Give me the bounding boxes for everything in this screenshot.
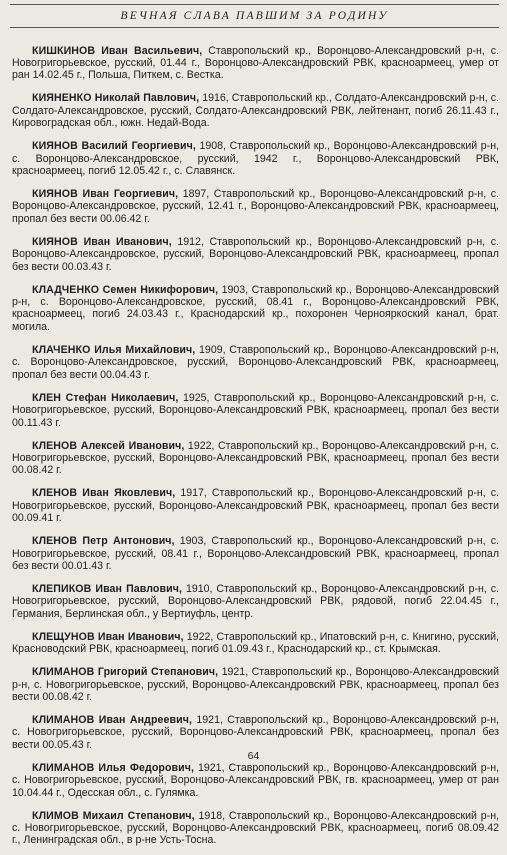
- entry-name: КИЯНОВ Василий Георгиевич,: [32, 140, 196, 153]
- entry-name: КЛЕНОВ Алексей Иванович,: [32, 439, 185, 452]
- entry-text: 1917, Ставропольский кр., Воронцово-Александровский р-н, с. Новогригорьевское, русский, Воронцово-Александровский РВК, красноармеец, пропал без вести 00.09.41 г.: [12, 487, 500, 525]
- entry-name: КЛЕН Стефан Николаевич,: [32, 391, 179, 404]
- list-item: [12, 762, 499, 799]
- entry-name: КИЯНЕНКО Николай Павлович,: [32, 92, 200, 105]
- entries-list: [12, 34, 499, 855]
- entry-text: 1903, Ставропольский кр., Воронцово-Александровский р-н, с. Воронцово-Александровское, русский, 08.41 г., Воронцово-Александровский РВК, красноармеец, погиб 24.03.43 г., Краснодарский кр., похоронен Чернояркоский канал, брат. могила.: [12, 283, 499, 333]
- entry-text: 1921, Ставропольский кр., Воронцово-Александровский р-н, с. Новогригорьевское, русский, Воронцово-Александровский РВК, гв. красноармеец, умер от ран 10.04.44 г., Одесская обл., с. Гулямка.: [12, 761, 500, 799]
- entry-text: 1912, Ставропольский кр., Воронцово-Александровский р-н, с. Воронцово-Александровское, русский, Воронцово-Александровский РВК, красноармеец, пропал без вести 00.03.43 г.: [12, 235, 499, 273]
- entry-name: КЛИМАНОВ Григорий Степанович,: [32, 666, 219, 679]
- entry-text: Ставропольский кр., Воронцово-Александровский р-н, с. Новогригорьевское, русский, 01.44 г., Воронцово-Александровский РВК, красноармеец, умер от ран 14.02.45 г., Польша, Питкем, с. Вестка.: [12, 44, 499, 82]
- list-item: [12, 392, 499, 429]
- entry-name: КЛЕПИКОВ Иван Павлович,: [32, 582, 183, 595]
- list-item: [12, 140, 499, 177]
- list-item: [12, 45, 499, 82]
- entry-name: КЛИМОВ Михаил Степанович,: [32, 809, 195, 822]
- entry-text: 1910, Ставропольский кр., Воронцово-Александровский р-н, с. Новогригорьевское, русский, Воронцово-Александровский РВК, рядовой, погиб 22.04.45 г., Германия, Берлинская обл., у Вертиуфль, центр.: [12, 582, 499, 620]
- list-item: [12, 236, 499, 273]
- list-item: [12, 583, 499, 620]
- entry-text: 1908, Ставропольский кр., Воронцово-Александровский р-н, с. Воронцово-Александровское, русский, 1942 г., Воронцово-Александровский РВК, красноармеец, погиб 12.05.42 г., с. Славянск.: [12, 140, 499, 178]
- entry-text: 1916, Ставропольский кр., Солдато-Александровский р-н, с. Солдато-Александровское, русский, Солдато-Александровский РВК, лейтенант, погиб 26.11.43 г., Кировоградская обл., южн. Недай-Вода.: [12, 92, 499, 130]
- list-item: [12, 666, 499, 703]
- list-item: [12, 487, 499, 524]
- entry-text: 1922, Ставропольский кр., Воронцово-Александровский р-н, с. Новогригорьевское, русский, Воронцово-Александровский РВК, красноармеец, пропал без вести 00.08.42 г.: [12, 439, 499, 477]
- list-item: [12, 810, 499, 847]
- entry-text: 1921, Ставропольский кр., Воронцово-Александровский р-н, с. Новогригорьевское, русский, Воронцово-Александровский РВК, красноармеец, пропал без вести 00.05.43 г.: [12, 713, 499, 751]
- list-item: [12, 440, 499, 477]
- running-header: [10, 4, 499, 28]
- entry-name: КЛЕЩУНОВ Иван Иванович,: [32, 630, 184, 643]
- entry-name: КЛЕНОВ Иван Яковлевич,: [32, 487, 176, 500]
- entry-text: 1897, Ставропольский кр., Воронцово-Александровский р-н, с. Воронцово-Александровское, русский, 12.41 г., Воронцово-Александровский РВК, красноармеец, пропал без вести 00.06.42 г.: [12, 188, 499, 225]
- list-item: [12, 344, 499, 381]
- entry-text: 1903, Ставропольский кр., Воронцово-Александровский р-н, с. Новогригорьевское, русский, 08.41 г., Воронцово-Александровский РВК, красноармеец, пропал без вести 00.01.43 г.: [12, 535, 499, 572]
- entry-name: КЛАДЧЕНКО Семен Никифорович,: [32, 283, 219, 296]
- entry-text: 1925, Ставропольский кр., Воронцово-Александровский р-н, с. Новогригорьевское, русский, Воронцово-Александровский РВК, красноармеец, пропал без вести 00.11.43 г.: [12, 391, 499, 429]
- list-item: [12, 714, 499, 751]
- entry-name: КЛЕНОВ Петр Антонович,: [32, 535, 175, 548]
- entry-text: 1921, Ставропольский кр., Воронцово-Александровский р-н, с. Новогригорьевское, русский, Воронцово-Александровский РВК, красноармеец, пропал без вести 00.08.42 г.: [12, 666, 499, 703]
- entry-name: КИЯНОВ Иван Иванович,: [32, 235, 172, 248]
- entry-name: КЛИМАНОВ Иван Андреевич,: [32, 713, 193, 726]
- list-item: [12, 284, 499, 334]
- entry-name: КЛАЧЕНКО Илья Михайлович,: [32, 343, 196, 356]
- page-number: 64: [247, 750, 260, 762]
- header-title: ВЕЧНАЯ СЛАВА ПАВШИМ ЗА РОДИНУ: [120, 10, 389, 22]
- entry-text: 1909, Ставропольский кр., Воронцово-Александровский р-н, с. Воронцово-Александровское, русский, Воронцово-Александровский РВК, красноармеец, пропал без вести 00.04.43 г.: [12, 343, 499, 381]
- entry-text: 1922, Ставропольский кр., Ипатовский р-н, с. Книгино, русский, Красноводский РВК, красноармеец, погиб 01.09.43 г., Краснодарский кр., ст. Крымская.: [12, 630, 499, 656]
- entry-name: КИЯНОВ Иван Георгиевич,: [32, 188, 179, 201]
- list-item: [12, 631, 499, 656]
- list-item: [12, 92, 499, 129]
- entry-name: КИШКИНОВ Иван Васильевич,: [32, 44, 203, 57]
- list-item: [12, 188, 499, 225]
- entry-text: 1918, Ставропольский кр., Воронцово-Александровский р-н, с. Новогригорьевское, русский, Воронцово-Александровский РВК, красноармеец, погиб 08.09.42 г., Ленинградская обл., в р-не Усть-Тосна.: [12, 809, 499, 847]
- list-item: [12, 535, 499, 572]
- entry-name: КЛИМАНОВ Илья Федорович,: [32, 761, 195, 774]
